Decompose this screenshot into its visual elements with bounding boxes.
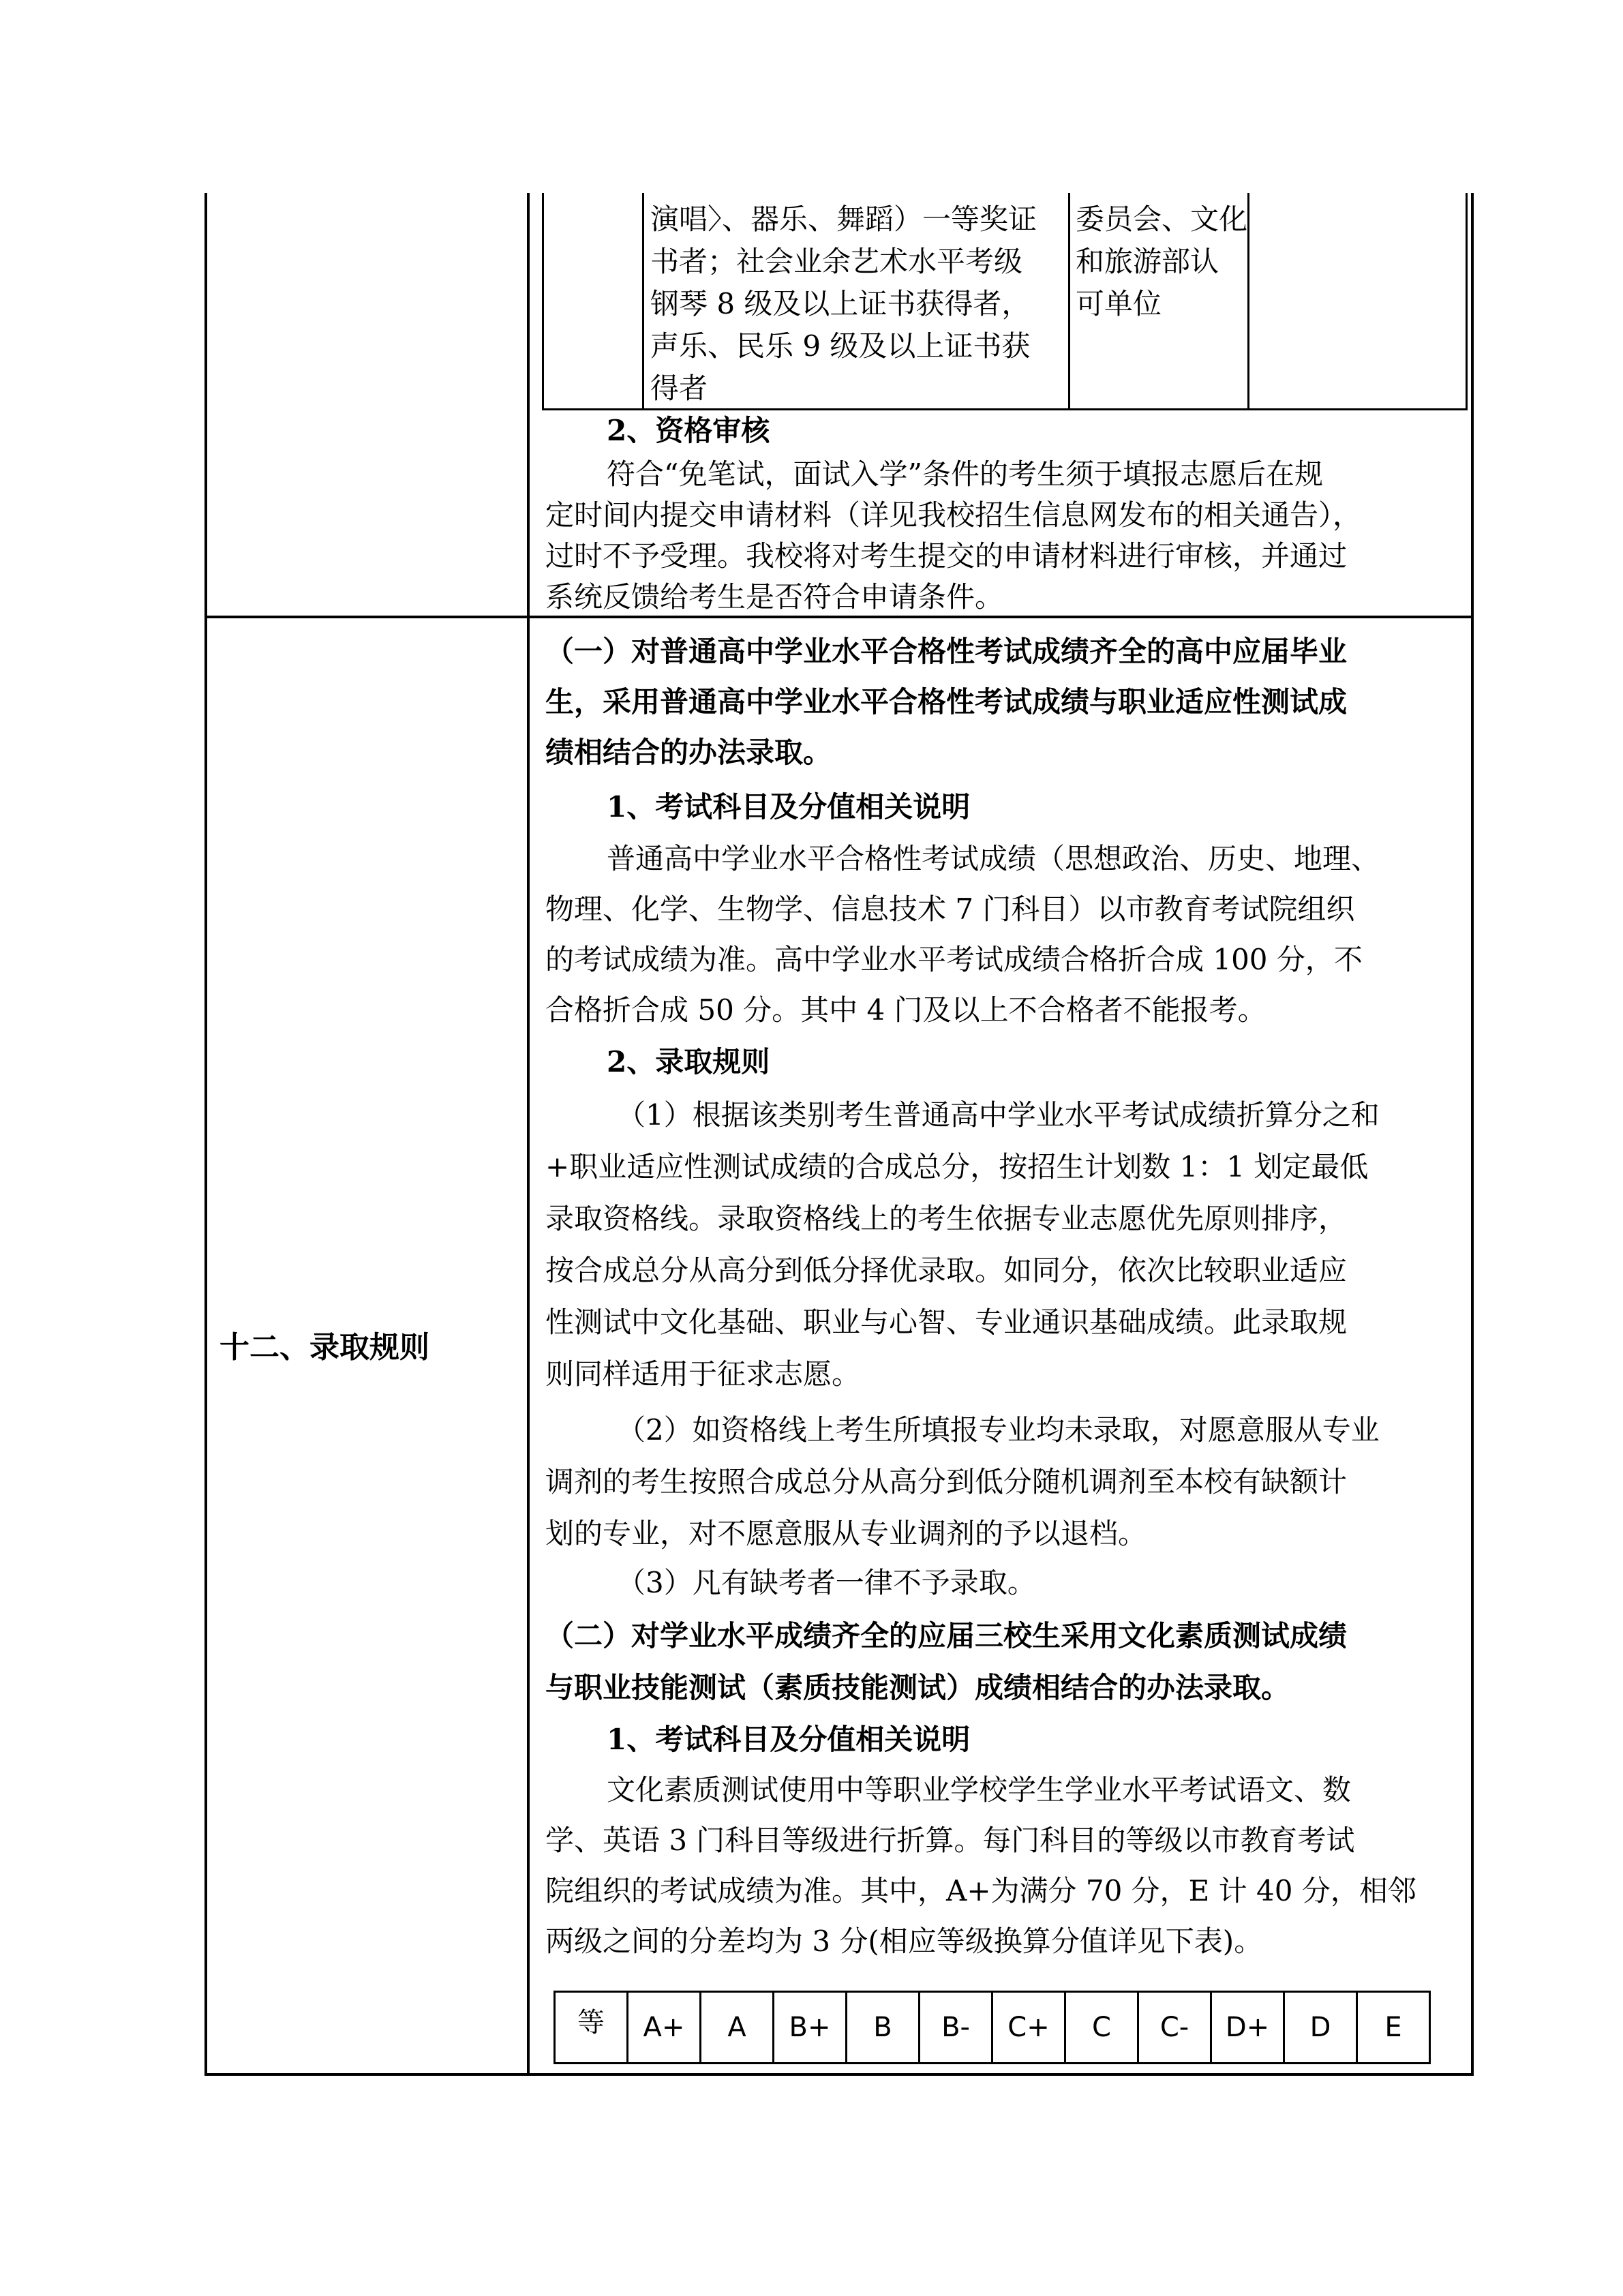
grade-cell: C <box>1065 1992 1138 2064</box>
grade-cell: B <box>847 1992 920 2064</box>
part1-rules-heading: 2、录取规则 <box>607 1045 770 1078</box>
part1-subject-line: 物理、化学、生物学、信息技术 7 门科目）以市教育考试院组织 <box>545 892 1355 926</box>
rule1-line: 性测试中文化基础、职业与心智、专业通识基础成绩。此录取规 <box>545 1305 1348 1339</box>
qualification-review-line: 定时间内提交申请材料（详见我校招生信息网发布的相关通告）， <box>545 498 1362 532</box>
document-page: 演唱〉、器乐、舞蹈）一等奖证 书者；社会业余艺术水平考级 钢琴 8 级及以上证书获得者， 声乐、民乐 9 级及以上证书获 得者 委员会、文化 和旅游部认 可单位 2、资格审核 符合“免笔试，面试入学”条件的考生须于填报志愿后在规 定时间内提交申请材料（详见我校招生信息网发布的相关通告）， 过时不予受理。我校将对考生提交的申请材料进行审核，并通过 系统反馈给考生是否符合申请条件。 十二、录取规则 （一）对普通高中学业水平合格性考试成绩齐全的高中应届毕业 生，采用普通高中学业水平合格性考试成绩与职业适应性测试成 绩相结合的办法录取。 1、考试科目及分值相关说明 普通高中学业水平合格性考试成绩（思想政治、历史、地理、 物理、化学、生物学、信息技术 7 门科目）以市教育考试院组织 的考试成绩为准。高中学业水平考试成绩合格折合成 100 分，不 合格折合成 50 分。其中 4 门及以上不合格者不能报考。 2、录取规则 （1）根据该类别考生普通高中学业水平考试成绩折算分之和 +职业适应性测试成绩的合成总分，按招生计划数 1：1 划定最低 录取资格线。录取资格线上的考生依据专业志愿优先原则排序， 按合成总分从高分到低分择优录取。如同分，依次比较职业适应 性测试中文化基础、职业与心智、专业通识基础成绩。此录取规 则同样适用于征求志愿。 （2）如资格线上考生所填报专业均未录取，对愿意服从专业 调剂的考生按照合成总分从高分到低分随机调剂至本校有缺额计 划的专业，对不愿意服从专业调剂的予以退档。 （3）凡有缺考者一律不予录取。 （二）对学业水平成绩齐全的应届三校生采用文化素质测试成绩 与职业技能测试（素质技能测试）成绩相结合的办法录取。 1、考试科目及分值相关说明 文化素质测试使用中等职业学校学生学业水平考试语文、数 学、英语 3 门科目等级进行折算。每门科目的等级以市教育考试 院组织的考试成绩为准。其中，A+为满分 70 分，E 计 40 分，相邻 两级之间的分差均为 3 分(相应等级换算分值详见下表)。 等 A+ A B+ B B- C+ C C- D+ D E <box>0 0 1623 2296</box>
grade-cell: A <box>701 1992 774 2064</box>
qualification-review-heading: 2、资格审核 <box>607 414 770 447</box>
grade-table <box>553 1991 1431 2064</box>
part2-heading-line: 与职业技能测试（素质技能测试）成绩相结合的办法录取。 <box>545 1671 1290 1704</box>
nested-table-col2 <box>1068 193 1070 410</box>
table-bottom-border <box>204 2073 1474 2076</box>
part1-subject-line: 合格折合成 50 分。其中 4 门及以上不合格者不能报考。 <box>545 993 1266 1027</box>
rule1-line: （1）根据该类别考生普通高中学业水平考试成绩折算分之和 <box>617 1098 1380 1132</box>
grade-cell: C- <box>1138 1992 1211 2064</box>
rule1-line: 按合成总分从高分到低分择优录取。如同分，依次比较职业适应 <box>545 1254 1348 1287</box>
rule3-line: （3）凡有缺考者一律不予录取。 <box>617 1566 1036 1599</box>
nested-table-right <box>1466 193 1468 410</box>
part2-subject-line: 两级之间的分差均为 3 分(相应等级换算分值详见下表)。 <box>545 1924 1263 1958</box>
part2-subject-line: 院组织的考试成绩为准。其中，A+为满分 70 分，E 计 40 分，相邻 <box>545 1874 1416 1907</box>
part1-subject-line: 普通高中学业水平合格性考试成绩（思想政治、历史、地理、 <box>607 842 1380 875</box>
rule1-line: 录取资格线。录取资格线上的考生依据专业志愿优先原则排序， <box>545 1202 1348 1235</box>
rule2-line: 划的专业，对不愿意服从专业调剂的予以退档。 <box>545 1517 1147 1550</box>
rule1-line: +职业适应性测试成绩的合成总分，按招生计划数 1：1 划定最低 <box>545 1150 1369 1183</box>
rule2-line: （2）如资格线上考生所填报专业均未录取，对愿意服从专业 <box>617 1413 1380 1447</box>
grade-cell: B- <box>920 1992 992 2064</box>
part1-subject-heading: 1、考试科目及分值相关说明 <box>607 790 971 824</box>
part2-subject-line: 学、英语 3 门科目等级进行折算。每门科目的等级以市教育考试 <box>545 1824 1355 1857</box>
grade-row <box>555 1992 1430 2064</box>
grade-cell: A+ <box>628 1992 701 2064</box>
table-divider-border <box>527 193 530 2076</box>
grade-cell: D+ <box>1211 1992 1284 2064</box>
nested-table-left <box>542 193 544 410</box>
part2-heading-line: （二）对学业水平成绩齐全的应届三校生采用文化素质测试成绩 <box>545 1619 1348 1652</box>
nested-table-col3 <box>1247 193 1249 410</box>
grade-header-cell: 等 <box>555 1992 628 2064</box>
part1-subject-line: 的考试成绩为准。高中学业水平考试成绩合格折合成 100 分，不 <box>545 943 1363 976</box>
grade-cell: D <box>1284 1992 1357 2064</box>
part2-subject-heading: 1、考试科目及分值相关说明 <box>607 1723 971 1756</box>
part1-heading-line: 绩相结合的办法录取。 <box>545 736 832 769</box>
qualification-review-line: 系统反馈给考生是否符合申请条件。 <box>545 580 1004 614</box>
rule2-line: 调剂的考生按照合成总分从高分到低分随机调剂至本校有缺额计 <box>545 1465 1348 1498</box>
table-right-border <box>1471 193 1474 2076</box>
part1-heading-line: 生，采用普通高中学业水平合格性考试成绩与职业适应性测试成 <box>545 685 1348 719</box>
section-label: 十二、录取规则 <box>219 1330 429 1365</box>
qualification-review-line: 过时不予受理。我校将对考生提交的申请材料进行审核，并通过 <box>545 539 1348 573</box>
rule1-line: 则同样适用于征求志愿。 <box>545 1357 861 1391</box>
grade-cell: E <box>1357 1992 1430 2064</box>
nested-table-col1 <box>642 193 644 410</box>
table-left-border <box>204 193 207 2076</box>
qualification-review-line: 符合“免笔试，面试入学”条件的考生须于填报志愿后在规 <box>607 457 1323 491</box>
part1-heading-line: （一）对普通高中学业水平合格性考试成绩齐全的高中应届毕业 <box>545 635 1348 668</box>
grade-cell: C+ <box>992 1992 1065 2064</box>
grade-cell: B+ <box>774 1992 847 2064</box>
part2-subject-line: 文化素质测试使用中等职业学校学生学业水平考试语文、数 <box>607 1773 1352 1807</box>
